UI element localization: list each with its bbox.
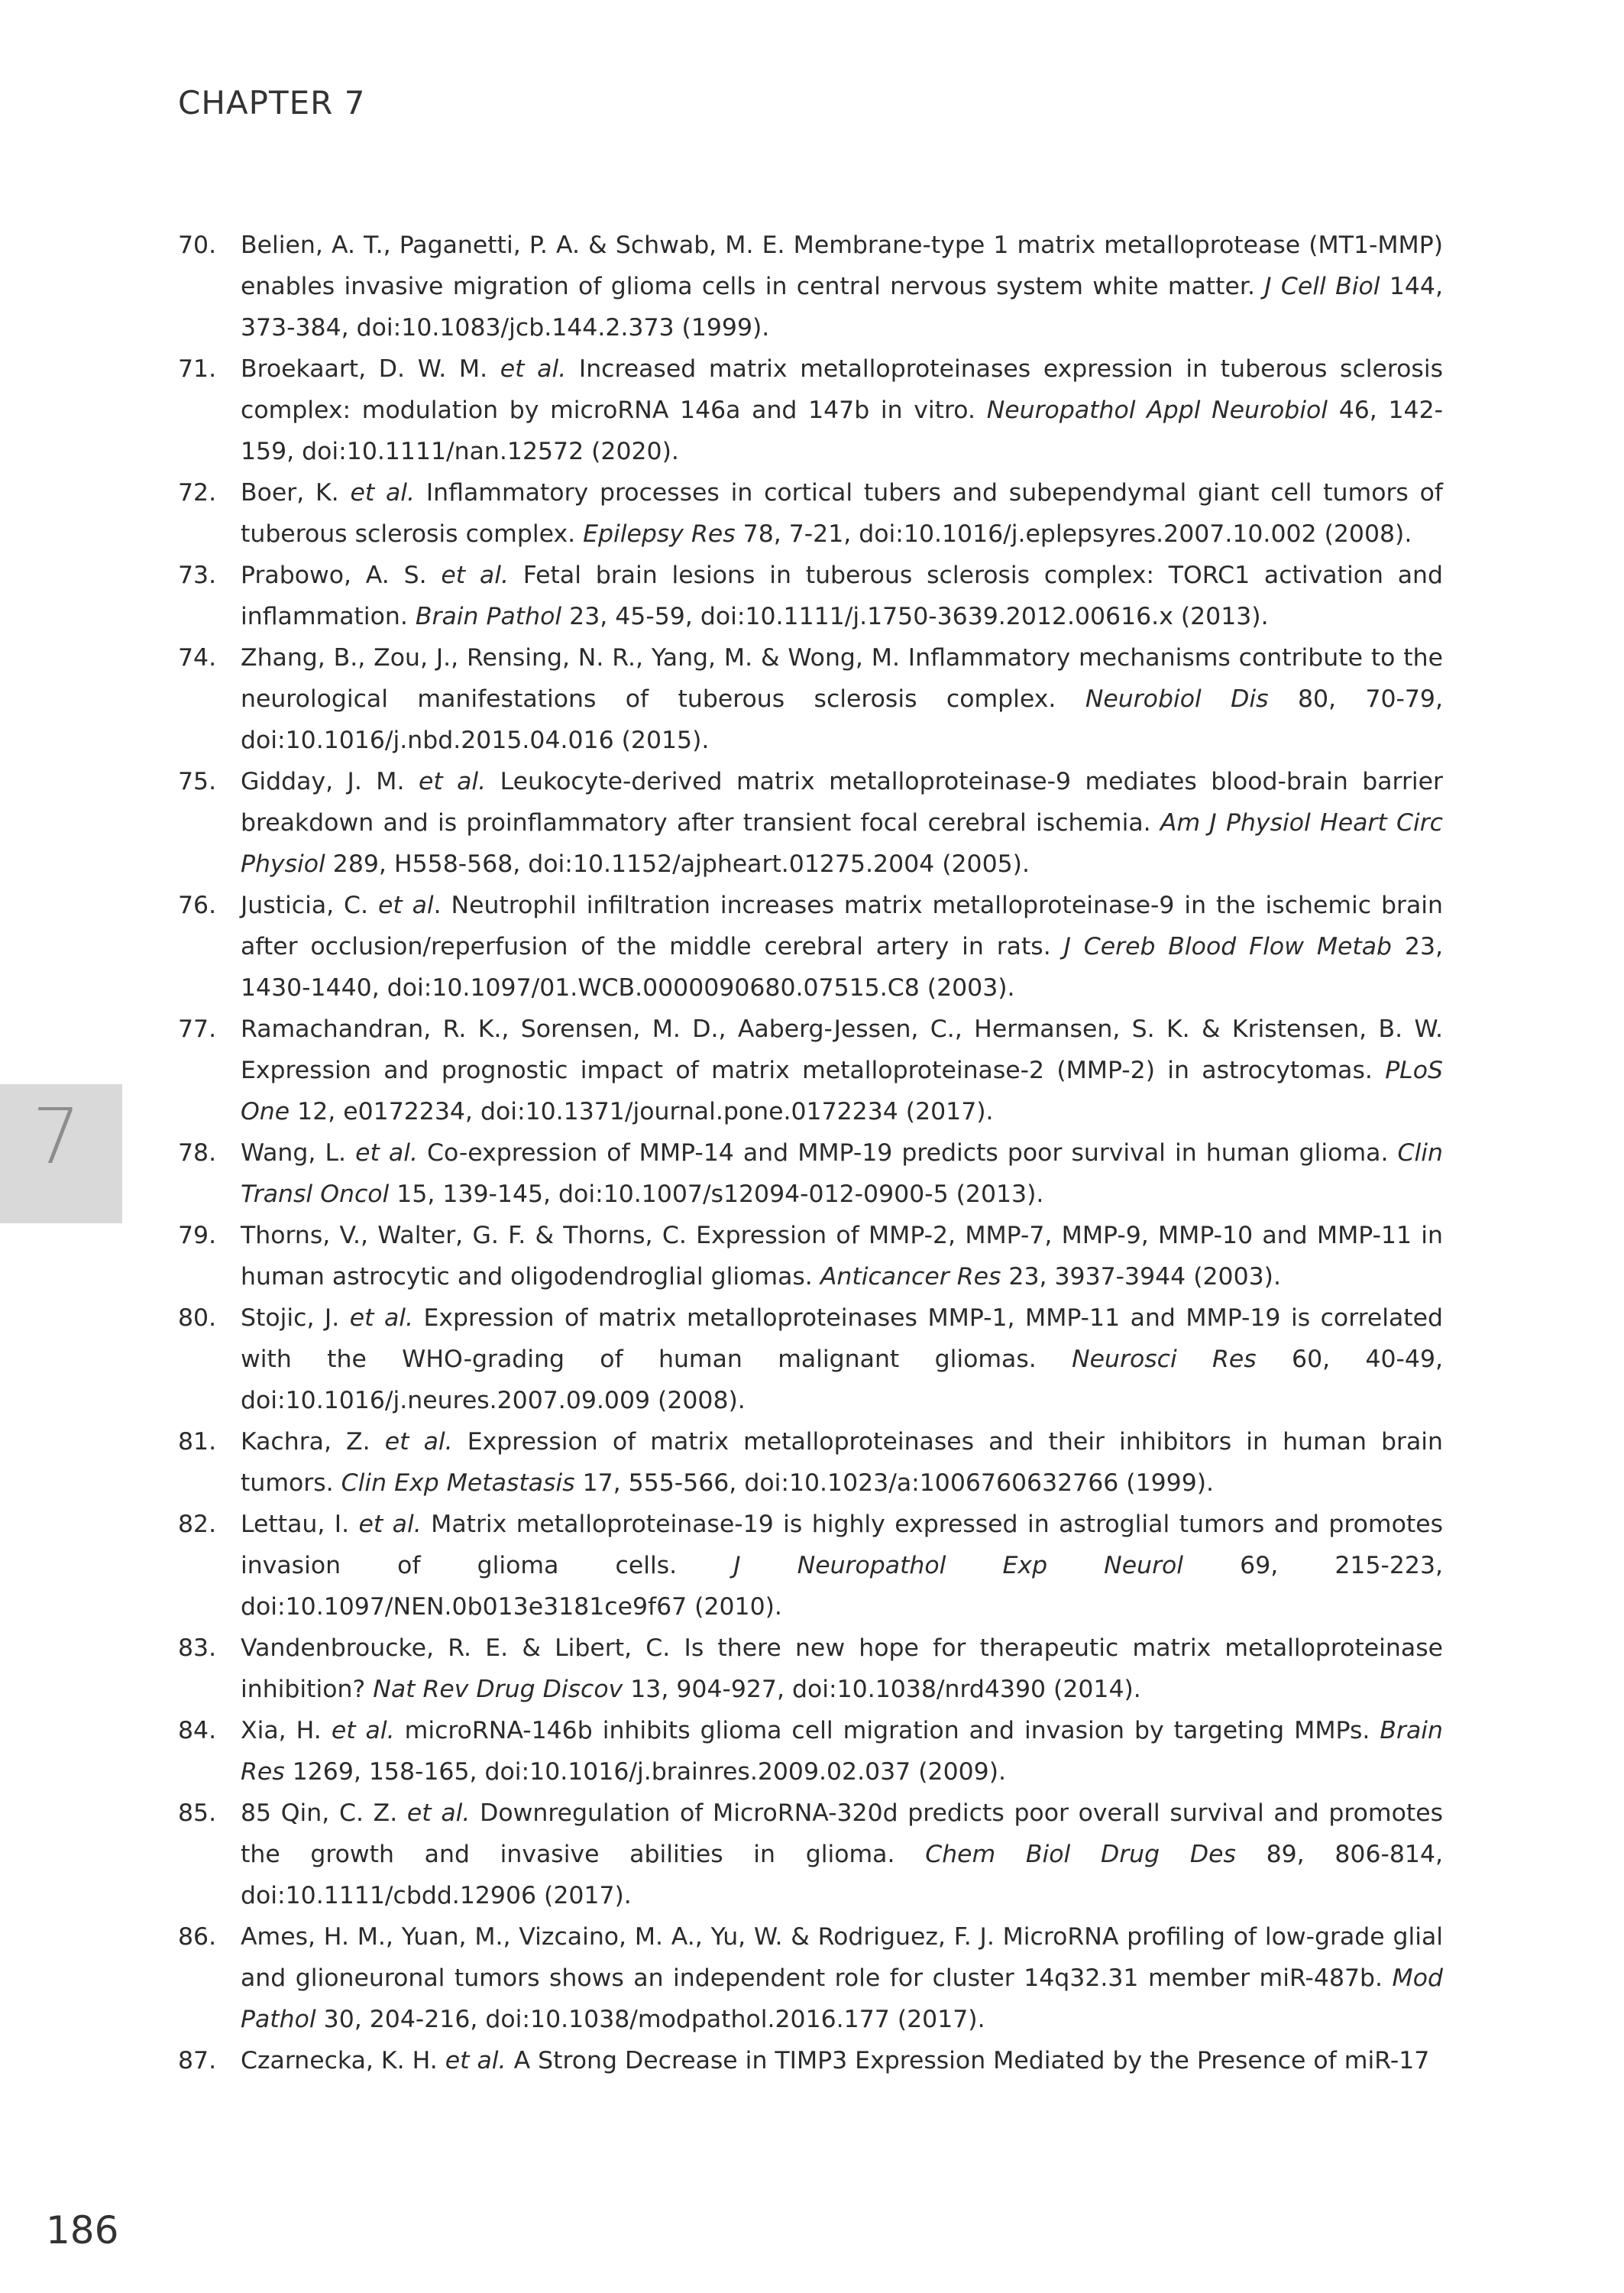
reference-text bbox=[241, 1627, 1443, 1710]
reference-text bbox=[241, 637, 1443, 761]
reference-number: 77. bbox=[178, 1015, 217, 1043]
reference-italic-segment: et al. bbox=[441, 562, 509, 589]
reference-italic-segment: Anticancer Res bbox=[820, 1263, 1001, 1291]
reference-number: 75. bbox=[178, 768, 217, 795]
reference-item bbox=[178, 555, 1443, 637]
reference-segment: 23, 45-59, doi:10.1111/j.1750-3639.2012.00616.x (2013). bbox=[561, 603, 1269, 630]
reference-segment: Downregulation of MicroRNA-320d predicts poor overall survival and promotes the growth and invasive abilities in glioma. bbox=[241, 1799, 1443, 1868]
reference-segment: A Strong Decrease in TIMP3 Expression Mediated by the Presence of miR-17 bbox=[506, 2047, 1430, 2074]
reference-segment: 60, 40-49, doi:10.1016/j.neures.2007.09.009 (2008). bbox=[241, 1346, 1444, 1414]
reference-segment: Ramachandran, R. K., Sorensen, M. D., Aaberg-Jessen, C., Hermansen, S. K. & Kristensen, B. W. Expression and prognostic impact of matrix metalloproteinase-2 (MMP-2) in astrocytomas. bbox=[241, 1015, 1443, 1084]
reference-text bbox=[241, 1009, 1443, 1132]
reference-item bbox=[178, 472, 1443, 555]
reference-segment: 78, 7-21, doi:10.1016/j.eplepsyres.2007.10.002 (2008). bbox=[735, 520, 1412, 548]
reference-segment: Fetal brain lesions in tuberous sclerosis complex: TORC1 activation and inflammation. bbox=[241, 562, 1443, 630]
reference-segment: 12, e0172234, doi:10.1371/journal.pone.0172234 (2017). bbox=[290, 1098, 994, 1125]
reference-italic-segment: Chem Biol Drug Des bbox=[925, 1841, 1236, 1868]
reference-italic-segment: Nat Rev Drug Discov bbox=[373, 1676, 623, 1703]
reference-segment: Inflammatory processes in cortical tubers and subependymal giant cell tumors of tuberous sclerosis complex. bbox=[241, 479, 1443, 548]
reference-segment: Expression of matrix metalloproteinases and their inhibitors in human brain tumors. bbox=[241, 1428, 1444, 1497]
reference-item bbox=[178, 1793, 1443, 1916]
reference-segment: microRNA-146b inhibits glioma cell migration and invasion by targeting MMPs. bbox=[394, 1717, 1380, 1744]
reference-text bbox=[241, 1793, 1443, 1916]
reference-italic-segment: Brain Res bbox=[241, 1717, 1443, 1786]
reference-segment: 23, 1430-1440, doi:10.1097/01.WCB.0000090680.07515.C8 (2003). bbox=[241, 933, 1444, 1002]
reference-number: 82. bbox=[178, 1511, 217, 1538]
reference-segment: Thorns, V., Walter, G. F. & Thorns, C. Expression of MMP-2, MMP-7, MMP-9, MMP-10 and MMP-11 in human astrocytic and oligodendroglial gliomas. bbox=[241, 1222, 1443, 1291]
reference-segment: 1269, 158-165, doi:10.1016/j.brainres.2009.02.037 (2009). bbox=[284, 1758, 1006, 1786]
reference-segment: 144, 373-384, doi:10.1083/jcb.144.2.373 (1999). bbox=[241, 273, 1443, 342]
reference-item bbox=[178, 761, 1443, 885]
reference-number: 70. bbox=[178, 232, 217, 259]
reference-italic-segment: et al. bbox=[331, 1717, 395, 1744]
reference-number: 85. bbox=[178, 1799, 217, 1827]
reference-segment: 17, 555-566, doi:10.1023/a:1006760632766 (1999). bbox=[574, 1469, 1215, 1497]
reference-segment: Expression of matrix metalloproteinases MMP-1, MMP-11 and MMP-19 is correlated with the WHO-grading of human malignant gliomas. bbox=[241, 1304, 1444, 1373]
reference-text bbox=[241, 2040, 1443, 2081]
reference-italic-segment: Am J Physiol Heart Circ Physiol bbox=[241, 809, 1443, 878]
chapter-header: CHAPTER 7 bbox=[178, 84, 366, 121]
reference-item bbox=[178, 1009, 1443, 1132]
reference-segment: Czarnecka, K. H. bbox=[241, 2047, 445, 2074]
reference-italic-segment: Clin Exp Metastasis bbox=[341, 1469, 575, 1497]
reference-italic-segment: et al. bbox=[358, 1511, 422, 1538]
reference-italic-segment: Neurosci Res bbox=[1072, 1346, 1257, 1373]
reference-number: 87. bbox=[178, 2047, 217, 2074]
reference-number: 74. bbox=[178, 644, 217, 672]
reference-segment: Wang, L. bbox=[241, 1139, 356, 1167]
reference-italic-segment: et al. bbox=[418, 768, 487, 795]
reference-italic-segment: et al. bbox=[445, 2047, 506, 2074]
reference-segment: Xia, H. bbox=[241, 1717, 332, 1744]
reference-item bbox=[178, 1627, 1443, 1710]
reference-italic-segment: et al. bbox=[355, 1139, 418, 1167]
reference-segment: Leukocyte-derived matrix metalloproteinase-9 mediates blood-brain barrier breakdown and is proinflammatory after transient focal cerebral ischemia. bbox=[241, 768, 1443, 837]
reference-number: 80. bbox=[178, 1304, 217, 1332]
reference-item bbox=[178, 1215, 1443, 1297]
reference-text bbox=[241, 1421, 1443, 1504]
reference-segment: Kachra, Z. bbox=[241, 1428, 385, 1456]
reference-segment: Increased matrix metalloproteinases expression in tuberous sclerosis complex: modulation by microRNA 146a and 147b in vitro. bbox=[241, 355, 1444, 424]
reference-segment: 46, 142-159, doi:10.1111/nan.12572 (2020). bbox=[241, 397, 1443, 465]
reference-item bbox=[178, 2040, 1443, 2081]
reference-segment: 289, H558-568, doi:10.1152/ajpheart.01275.2004 (2005). bbox=[325, 850, 1030, 878]
reference-text bbox=[241, 225, 1443, 348]
reference-item bbox=[178, 1710, 1443, 1793]
reference-segment: 13, 904-927, doi:10.1038/nrd4390 (2014). bbox=[623, 1676, 1141, 1703]
reference-number: 73. bbox=[178, 562, 217, 589]
reference-italic-segment: Neurobiol Dis bbox=[1085, 685, 1269, 713]
reference-italic-segment: et al. bbox=[384, 1428, 453, 1456]
reference-text bbox=[241, 348, 1443, 472]
reference-number: 84. bbox=[178, 1717, 217, 1744]
reference-text bbox=[241, 1297, 1443, 1421]
reference-segment: 69, 215-223, doi:10.1097/NEN.0b013e3181ce9f67 (2010). bbox=[241, 1552, 1444, 1621]
reference-text bbox=[241, 1132, 1443, 1215]
reference-segment: 23, 3937-3944 (2003). bbox=[1001, 1263, 1281, 1291]
reference-segment: Ames, H. M., Yuan, M., Vizcaino, M. A., Yu, W. & Rodriguez, F. J. MicroRNA profiling of low-grade glial and glioneuronal tumors shows an independent role for cluster 14q32.31 member miR-487b. bbox=[241, 1923, 1443, 1992]
reference-item bbox=[178, 1421, 1443, 1504]
reference-text bbox=[241, 472, 1443, 555]
reference-segment: 80, 70-79, doi:10.1016/j.nbd.2015.04.016 (2015). bbox=[241, 685, 1443, 754]
reference-segment: Matrix metalloproteinase-19 is highly expressed in astroglial tumors and promotes invasion of glioma cells. bbox=[241, 1511, 1444, 1579]
reference-number: 78. bbox=[178, 1139, 217, 1167]
reference-item bbox=[178, 637, 1443, 761]
reference-italic-segment: Brain Pathol bbox=[415, 603, 562, 630]
reference-italic-segment: Neuropathol Appl Neurobiol bbox=[986, 397, 1328, 424]
reference-segment: Zhang, B., Zou, J., Rensing, N. R., Yang, M. & Wong, M. Inflammatory mechanisms contribute to the neurological manifestations of tuberous sclerosis complex. bbox=[241, 644, 1443, 713]
reference-text bbox=[241, 1215, 1443, 1297]
reference-item bbox=[178, 1916, 1443, 2040]
reference-text bbox=[241, 1916, 1443, 2040]
reference-segment: 89, 806-814, doi:10.1111/cbdd.12906 (2017). bbox=[241, 1841, 1443, 1909]
reference-italic-segment: Clin Transl Oncol bbox=[241, 1139, 1443, 1208]
reference-text bbox=[241, 1504, 1443, 1627]
reference-segment: Co-expression of MMP-14 and MMP-19 predicts poor survival in human glioma. bbox=[417, 1139, 1398, 1167]
reference-segment: 85 Qin, C. Z. bbox=[241, 1799, 407, 1827]
reference-segment: Broekaart, D. W. M. bbox=[241, 355, 500, 383]
reference-number: 86. bbox=[178, 1923, 217, 1951]
reference-segment: Stojic, J. bbox=[241, 1304, 350, 1332]
reference-segment: Lettau, I. bbox=[241, 1511, 359, 1538]
reference-italic-segment: et al bbox=[377, 892, 434, 919]
reference-segment: Prabowo, A. S. bbox=[241, 562, 442, 589]
reference-number: 81. bbox=[178, 1428, 217, 1456]
reference-italic-segment: J Cereb Blood Flow Metab bbox=[1063, 933, 1393, 960]
reference-number: 72. bbox=[178, 479, 217, 507]
reference-number: 79. bbox=[178, 1222, 217, 1249]
reference-text bbox=[241, 555, 1443, 637]
reference-segment: 15, 139-145, doi:10.1007/s12094-012-0900-5 (2013). bbox=[389, 1181, 1044, 1208]
reference-italic-segment: et al. bbox=[349, 1304, 414, 1332]
page-number: 186 bbox=[46, 2208, 119, 2253]
reference-italic-segment: et al. bbox=[500, 355, 567, 383]
reference-segment: Justicia, C. bbox=[241, 892, 378, 919]
reference-number: 83. bbox=[178, 1634, 217, 1662]
reference-italic-segment: et al. bbox=[406, 1799, 471, 1827]
reference-item bbox=[178, 348, 1443, 472]
reference-item bbox=[178, 225, 1443, 348]
reference-number: 76. bbox=[178, 892, 217, 919]
reference-italic-segment: Epilepsy Res bbox=[583, 520, 736, 548]
reference-text bbox=[241, 1710, 1443, 1793]
reference-list bbox=[178, 225, 1443, 2081]
reference-segment: . Neutrophil infiltration increases matrix metalloproteinase-9 in the ischemic brain after occlusion/reperfusion of the middle cerebral artery in rats. bbox=[241, 892, 1443, 960]
reference-text bbox=[241, 761, 1443, 885]
reference-italic-segment: et al. bbox=[350, 479, 416, 507]
reference-italic-segment: Mod Pathol bbox=[241, 1964, 1443, 2033]
reference-text bbox=[241, 885, 1443, 1009]
reference-segment: Boer, K. bbox=[241, 479, 351, 507]
reference-item bbox=[178, 1132, 1443, 1215]
reference-italic-segment: J Neuropathol Exp Neurol bbox=[733, 1552, 1184, 1579]
reference-item bbox=[178, 1504, 1443, 1627]
reference-segment: Gidday, J. M. bbox=[241, 768, 419, 795]
reference-segment: 30, 204-216, doi:10.1038/modpathol.2016.177 (2017). bbox=[315, 2006, 985, 2033]
chapter-tab-number: 7 bbox=[32, 1092, 81, 1181]
reference-italic-segment: PLoS One bbox=[241, 1057, 1443, 1125]
reference-segment: Belien, A. T., Paganetti, P. A. & Schwab, M. E. Membrane-type 1 matrix metalloprotease (MT1-MMP) enables invasive migration of glioma cells in central nervous system white matter. bbox=[241, 232, 1443, 300]
reference-item bbox=[178, 885, 1443, 1009]
reference-item bbox=[178, 1297, 1443, 1421]
reference-number: 71. bbox=[178, 355, 217, 383]
reference-segment: Vandenbroucke, R. E. & Libert, C. Is there new hope for therapeutic matrix metalloproteinase inhibition? bbox=[241, 1634, 1443, 1703]
reference-italic-segment: J Cell Biol bbox=[1264, 273, 1380, 300]
